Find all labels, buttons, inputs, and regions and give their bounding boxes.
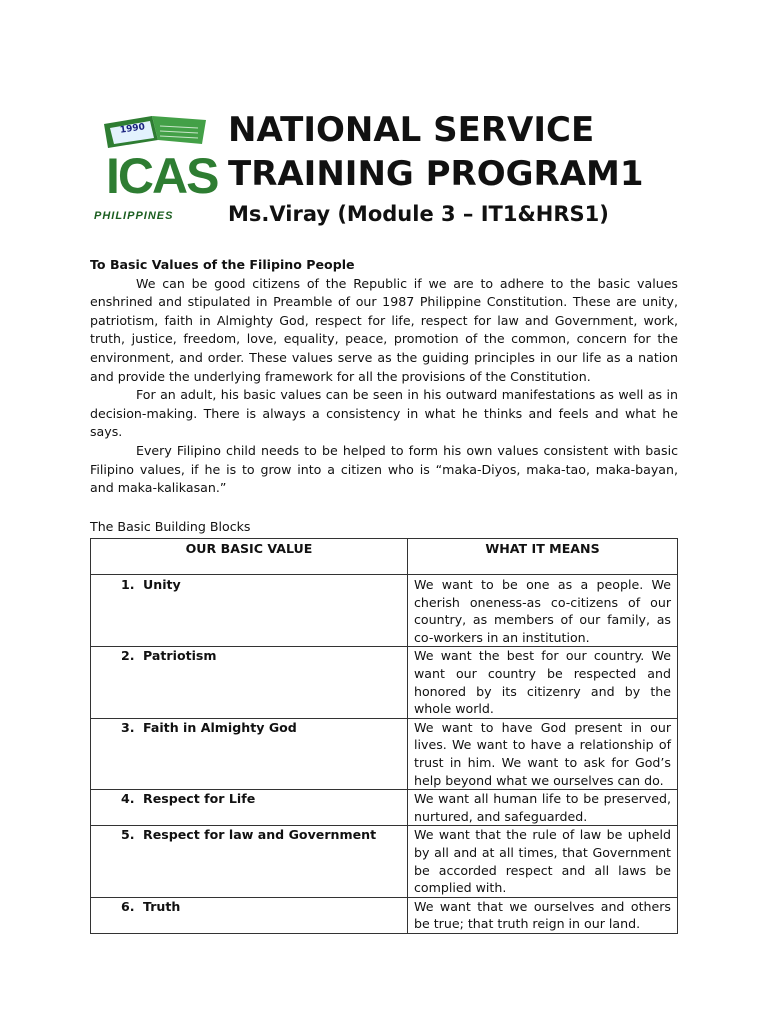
table-header-row [91,539,678,575]
table-row [91,647,678,718]
icas-logo [92,110,222,228]
title-line-1: NATIONAL SERVICE [228,110,595,150]
logo-year: 1990 [119,122,146,136]
section-heading: To Basic Values of the Filipino People [90,257,355,272]
meaning-cell: We want all human life to be preserved, nurtured, and safeguarded. [408,790,678,826]
value-cell [91,826,408,897]
row-number: 5. [121,827,135,843]
column-header-value: OUR BASIC VALUE [91,539,408,575]
column-header-meaning: WHAT IT MEANS [408,539,678,575]
paragraph-2: For an adult, his basic values can be seen in his outward manifestations as well as in decision-making. There is always a consistency in what he thinks and feels and what he says. [90,387,678,440]
table-row [91,575,678,647]
row-number: 3. [121,719,135,735]
module-subtitle: Ms.Viray (Module 3 – IT1&HRS1) [228,202,609,226]
row-number: 1. [121,577,135,592]
table-title: The Basic Building Blocks [90,519,251,534]
table-row [91,790,678,826]
paragraph-3: Every Filipino child needs to be helped to form his own values consistent with basic Filipino values, if he is to grow into a citizen who is “maka-Diyos, maka-tao, maka-bayan, and maka-kalikasan.” [90,442,678,496]
value-label: Respect for Life [143,791,256,807]
meaning-cell: We want the best for our country. We want our country be respected and honored by its citizenry and by the whole world. [408,647,678,718]
meaning-cell: We want that we ourselves and others be true; that truth reign in our land. [408,897,678,933]
table-row [91,897,678,933]
value-label: Patriotism [143,648,217,664]
title-line-2: TRAINING PROGRAM1 [228,154,644,194]
value-label: Unity [143,577,181,592]
value-cell [91,575,408,647]
value-cell [91,718,408,789]
value-cell [91,897,408,933]
row-number: 6. [121,898,135,914]
value-label: Truth [143,898,181,914]
table-row [91,718,678,789]
value-label: Respect for law and Government [143,827,377,843]
logo-letters: ICAS [106,148,218,204]
table-row [91,826,678,897]
value-cell [91,647,408,718]
paragraph-1: We can be good citizens of the Republic if we are to adhere to the basic values enshrined and stipulated in Preamble of our 1987 Philippine Constitution. These are unity, patriotism, faith in Almighty God, respect for life, respect for law and Government, work, truth, justice, freedom, love, equality, peace, promotion of the common, concern for the environment, and order. These values serve as the guiding principles in our life as a nation and provide the underlying framework for all the provisions of the Constitution. [90,275,678,384]
meaning-cell: We want that the rule of law be upheld by all and at all times, that Government be accorded respect and all laws be complied with. [408,826,678,897]
meaning-cell: We want to have God present in our lives. We want to have a relationship of trust in him. We want to ask for God’s help beyond what we ourselves can do. [408,718,678,789]
meaning-cell: We want to be one as a people. We cherish oneness-as co-citizens of our country, as members of our family, as co-workers in an institution. [408,575,678,647]
logo-country: PHILIPPINES [94,210,174,222]
row-number: 4. [121,791,135,807]
row-number: 2. [121,648,135,664]
value-cell [91,790,408,826]
values-table [90,538,678,934]
value-label: Faith in Almighty God [143,719,297,735]
body-content [90,256,678,498]
